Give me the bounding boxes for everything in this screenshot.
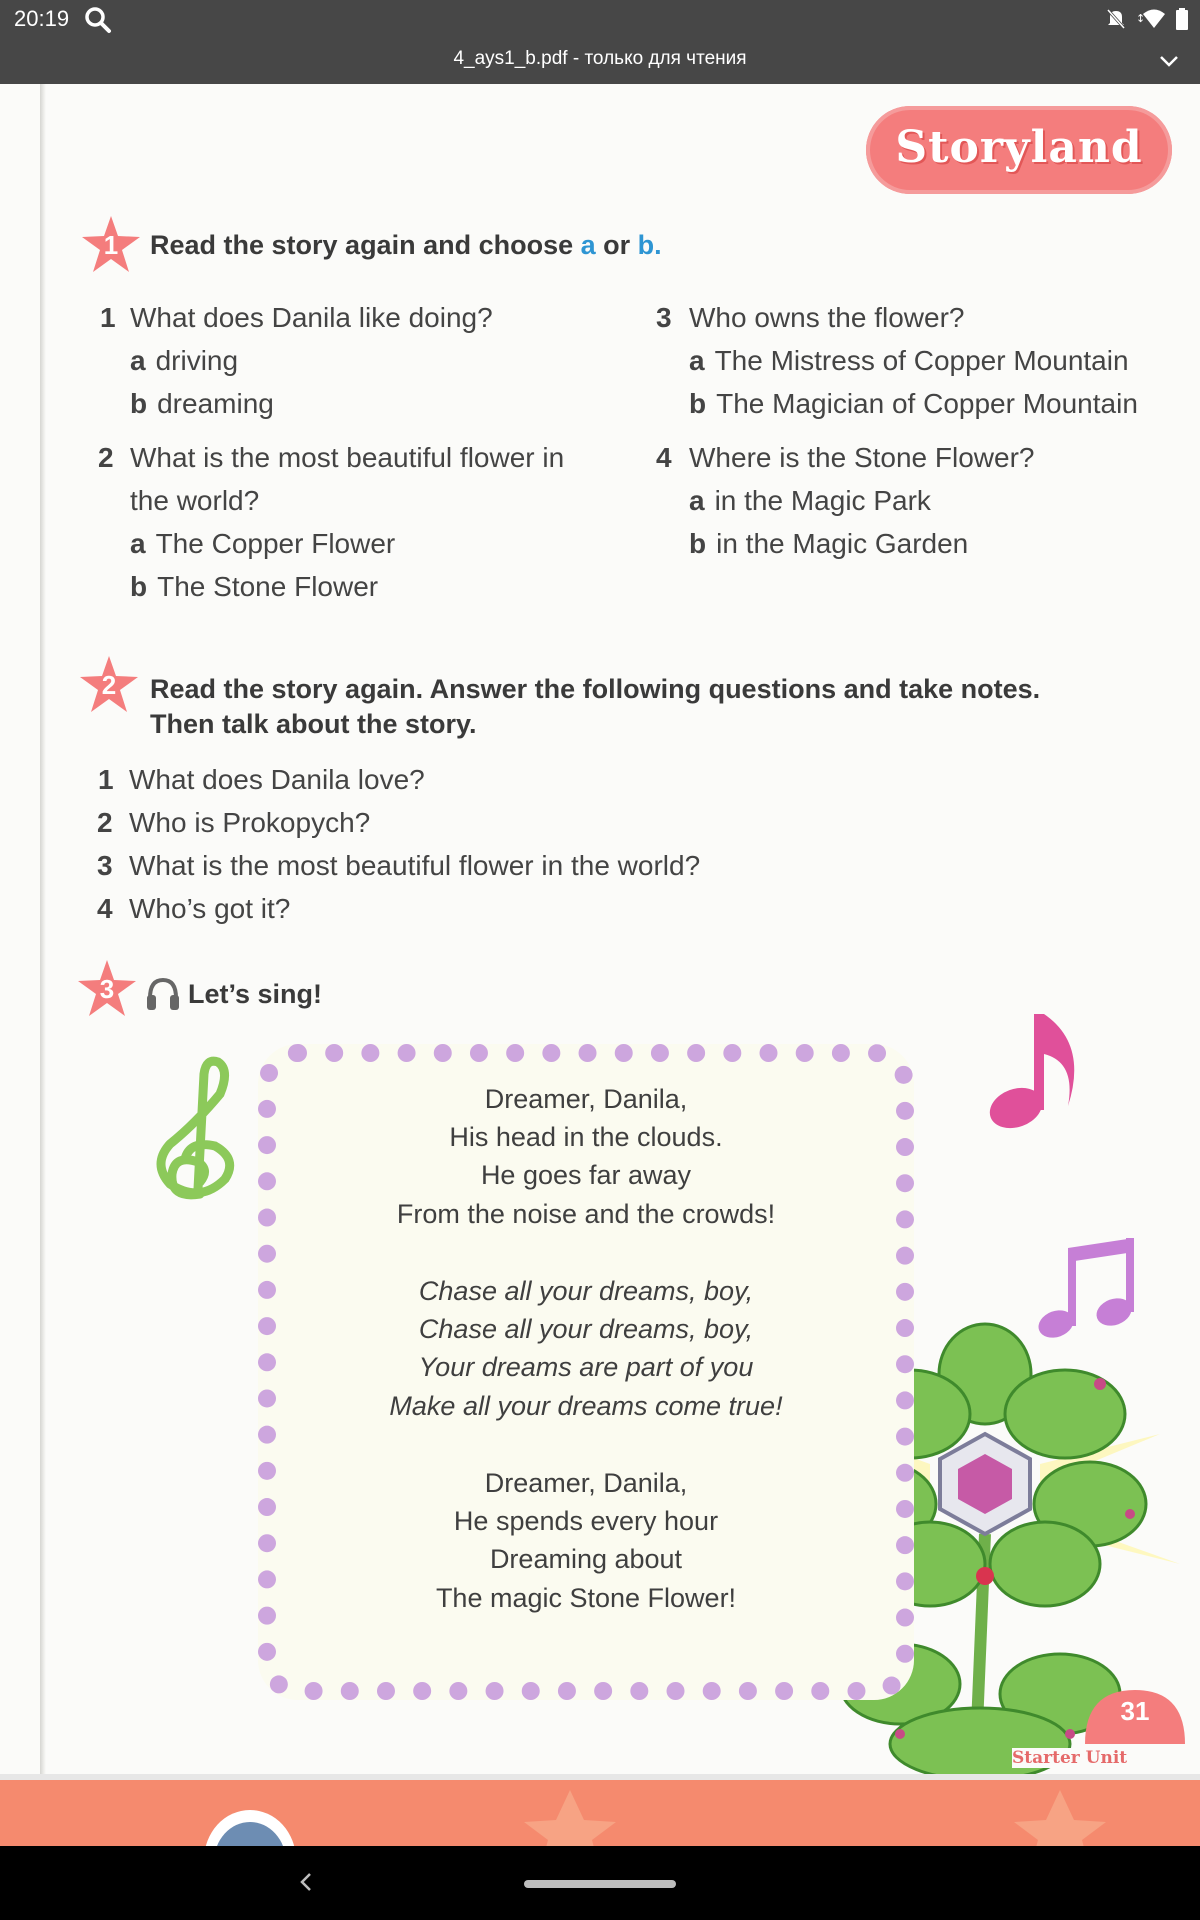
headphones-icon	[146, 976, 180, 1012]
song-line: His head in the clouds.	[449, 1122, 723, 1152]
option-letter: a	[689, 345, 705, 376]
exercise-2-title-line2: Then talk about the story.	[150, 709, 477, 739]
option-letter: a	[689, 485, 705, 516]
song-line-chorus: Chase all your dreams, boy,	[418, 1276, 754, 1306]
song-line-chorus: Your dreams are part of you	[418, 1352, 754, 1382]
unit-label: Starter Unit	[1012, 1748, 1128, 1768]
song-line: He spends every hour	[453, 1506, 719, 1536]
ex2-q3-text: What is the most beautiful flower in the world?	[129, 850, 701, 881]
option-text: driving	[155, 345, 239, 376]
mute-icon	[1106, 8, 1126, 30]
option-letter: a	[130, 528, 146, 559]
ex1-q2-option-b	[130, 571, 378, 603]
ex1-q3-option-a	[689, 345, 1129, 377]
song-line: Dreamer, Danila,	[484, 1468, 688, 1498]
ex1-q2-text-line2: the world?	[130, 485, 260, 516]
storyland-label: Storyland	[895, 122, 1143, 173]
exercise-3-star	[76, 958, 138, 1020]
song-line: Dreaming about	[489, 1544, 683, 1574]
song-line: The magic Stone Flower!	[435, 1583, 737, 1613]
exercise-3-number: 3	[99, 974, 115, 1004]
option-text: dreaming	[157, 388, 274, 419]
exercise-1-number: 1	[103, 230, 119, 260]
ex1-q3-number: 3	[656, 302, 672, 333]
next-page-decoration	[0, 1780, 1200, 1846]
page-binding-edge	[40, 84, 46, 1774]
exercise-1-period: .	[654, 230, 662, 260]
song-lyrics-box	[258, 1044, 914, 1700]
ex1-q1-option-a	[130, 345, 238, 377]
exercise-1-option-b: b	[637, 230, 655, 260]
music-note-icon	[988, 1006, 1098, 1136]
ex2-q1-number: 1	[98, 764, 114, 795]
song-line: He goes far away	[480, 1160, 692, 1190]
ex1-q2-option-a	[130, 528, 395, 560]
ex2-q4-number: 4	[97, 893, 113, 924]
ex2-q2-number: 2	[97, 807, 113, 838]
song-line-chorus: Chase all your dreams, boy,	[418, 1314, 754, 1344]
option-text: in the Magic Garden	[716, 528, 969, 559]
song-line: From the noise and the crowds!	[396, 1199, 776, 1229]
song-line-chorus: Make all your dreams come true!	[389, 1391, 783, 1421]
option-letter: a	[130, 345, 146, 376]
option-text: in the Magic Park	[714, 485, 931, 516]
option-text: The Magician of Copper Mountain	[716, 388, 1138, 419]
option-text: The Mistress of Copper Mountain	[714, 345, 1129, 376]
ex2-q4-text: Who’s got it?	[129, 893, 291, 924]
navigation-bar	[0, 1846, 1200, 1920]
ex1-q1-number: 1	[100, 302, 116, 333]
ex1-q4-option-b	[689, 528, 968, 560]
ex2-q1-text: What does Danila love?	[129, 764, 425, 795]
treble-clef-icon	[140, 1054, 250, 1204]
exercise-1-title-prefix: Read the story again and choose	[150, 230, 581, 260]
ex2-q2-text: Who is Prokopych?	[129, 807, 371, 838]
ex1-q2-number: 2	[98, 442, 114, 473]
status-time: 20:19	[14, 6, 70, 31]
chevron-down-icon[interactable]	[1158, 50, 1180, 72]
ex1-q1-option-b	[130, 388, 274, 420]
wifi-icon	[1136, 8, 1166, 30]
exercise-1-or: or	[595, 230, 638, 260]
home-gesture-pill[interactable]	[524, 1880, 676, 1888]
svg-text:↕: ↕	[1136, 12, 1146, 25]
song-line: Dreamer, Danila,	[484, 1084, 688, 1114]
option-letter: b	[689, 528, 707, 559]
ex1-q3-text: Who owns the flower?	[689, 302, 965, 333]
ex1-q4-text: Where is the Stone Flower?	[689, 442, 1035, 473]
status-bar	[0, 0, 1200, 38]
status-icons	[1106, 7, 1188, 31]
search-icon[interactable]	[84, 6, 112, 34]
option-letter: b	[689, 388, 707, 419]
exercise-2-number: 2	[101, 670, 117, 700]
exercise-1-star	[80, 214, 142, 276]
page-number: 31	[1120, 1696, 1150, 1726]
option-letter: b	[130, 571, 148, 602]
pdf-page[interactable]	[0, 84, 1200, 1774]
document-titlebar	[0, 38, 1200, 84]
ex1-q1-text: What does Danila like doing?	[130, 302, 493, 333]
storyland-badge	[866, 106, 1172, 194]
back-icon[interactable]	[296, 1866, 316, 1898]
exercise-2-star	[78, 654, 140, 716]
battery-icon	[1176, 8, 1188, 30]
ex1-q3-option-b	[689, 388, 1138, 420]
ex1-q4-number: 4	[656, 442, 672, 473]
ex2-q3-number: 3	[97, 850, 113, 881]
ex1-q2-text-line1: What is the most beautiful flower in	[130, 442, 565, 473]
exercise-2-title-line1: Read the story again. Answer the following questions and take notes.	[150, 674, 1041, 704]
exercise-1-title	[150, 230, 662, 261]
document-title: 4_ays1_b.pdf - только для чтения	[453, 48, 747, 69]
option-text: The Copper Flower	[155, 528, 396, 559]
exercise-1-option-a: a	[580, 230, 596, 260]
exercise-3-title: Let’s sing!	[188, 979, 323, 1009]
next-page-preview[interactable]	[0, 1780, 1200, 1846]
ex1-q4-option-a	[689, 485, 931, 517]
option-text: The Stone Flower	[157, 571, 379, 602]
option-letter: b	[130, 388, 148, 419]
